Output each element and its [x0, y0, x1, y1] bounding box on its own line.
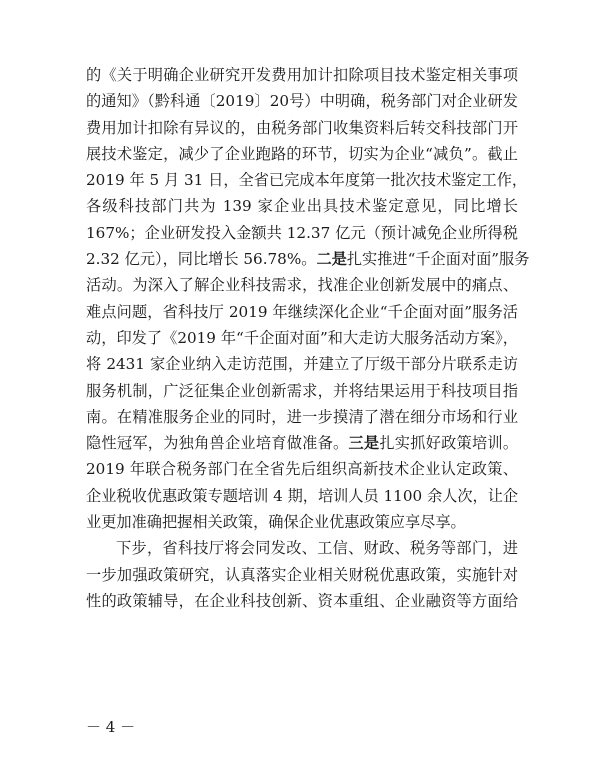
- text-line: 2019 年联合税务部门在全省先后组织高新技术企业认定政策、: [86, 460, 518, 479]
- text-line: 的通知》（黔科通〔2019〕20号）中明确，税务部门对企业研发: [86, 92, 518, 111]
- text-line: 南。在精准服务企业的同时，进一步摸清了潜在细分市场和行业: [86, 407, 518, 426]
- text-line: 性的政策辅导，在企业科技创新、资本重组、企业融资等方面给: [86, 591, 518, 610]
- text-line: 各级科技部门共为 139 家企业出具技术鉴定意见，同比增长: [86, 197, 518, 216]
- text-line: 难点问题，省科技厅 2019 年继续深化企业“千企面对面”服务活: [86, 302, 518, 321]
- text-line: 企业税收优惠政策专题培训 4 期，培训人员 1100 余人次，让企: [86, 486, 519, 505]
- text-line: 动，印发了《2019 年“千企面对面”和大走访大服务活动方案》，: [86, 328, 518, 347]
- text-segment: 2.32 亿元），同比增长 56.78%。: [86, 250, 317, 269]
- body-text: [86, 62, 530, 614]
- text-line: [86, 430, 518, 456]
- bold-heading-three: 三是: [348, 434, 380, 453]
- text-line: 167%；企业研发投入金额共 12.37 亿元（预计减免企业所得税: [86, 223, 518, 242]
- text-line: 服务机制，广泛征集企业创新需求，并将结果运用于科技项目指: [86, 381, 518, 400]
- text-segment: 隐性冠军，为独角兽企业培育做准备。: [86, 434, 349, 453]
- text-line: [86, 246, 530, 272]
- bold-heading-two: 二是: [316, 250, 347, 269]
- text-line: 2019 年 5 月 31 日，全省已完成本年度第一批次技术鉴定工作，: [86, 171, 528, 190]
- text-line: 将 2431 家企业纳入走访范围，并建立了厅级干部分片联系走访: [86, 355, 518, 374]
- text-line: 下步，省科技厅将会同发改、工信、财政、税务等部门，进: [116, 539, 518, 558]
- text-line: 一步加强政策研究，认真落实企业相关财税优惠政策，实施针对: [86, 565, 518, 584]
- text-line: 活动。为深入了解企业科技需求，找准企业创新发展中的痛点、: [86, 276, 518, 295]
- text-segment: 扎实推进“千企面对面”服务: [346, 250, 530, 269]
- page-number: － 4 －: [86, 718, 136, 736]
- text-line: 业更加准确把握相关政策，确保企业优惠政策应享尽享。: [86, 513, 466, 532]
- text-line: 费用加计扣除有异议的，由税务部门收集资料后转交科技部门开: [86, 118, 518, 137]
- text-line: 的《关于明确企业研究开发费用加计扣除项目技术鉴定相关事项: [86, 66, 518, 84]
- text-line: 展技术鉴定，减少了企业跑路的环节，切实为企业“减负”。截止: [86, 144, 518, 163]
- text-segment: 扎实抓好政策培训。: [379, 434, 518, 453]
